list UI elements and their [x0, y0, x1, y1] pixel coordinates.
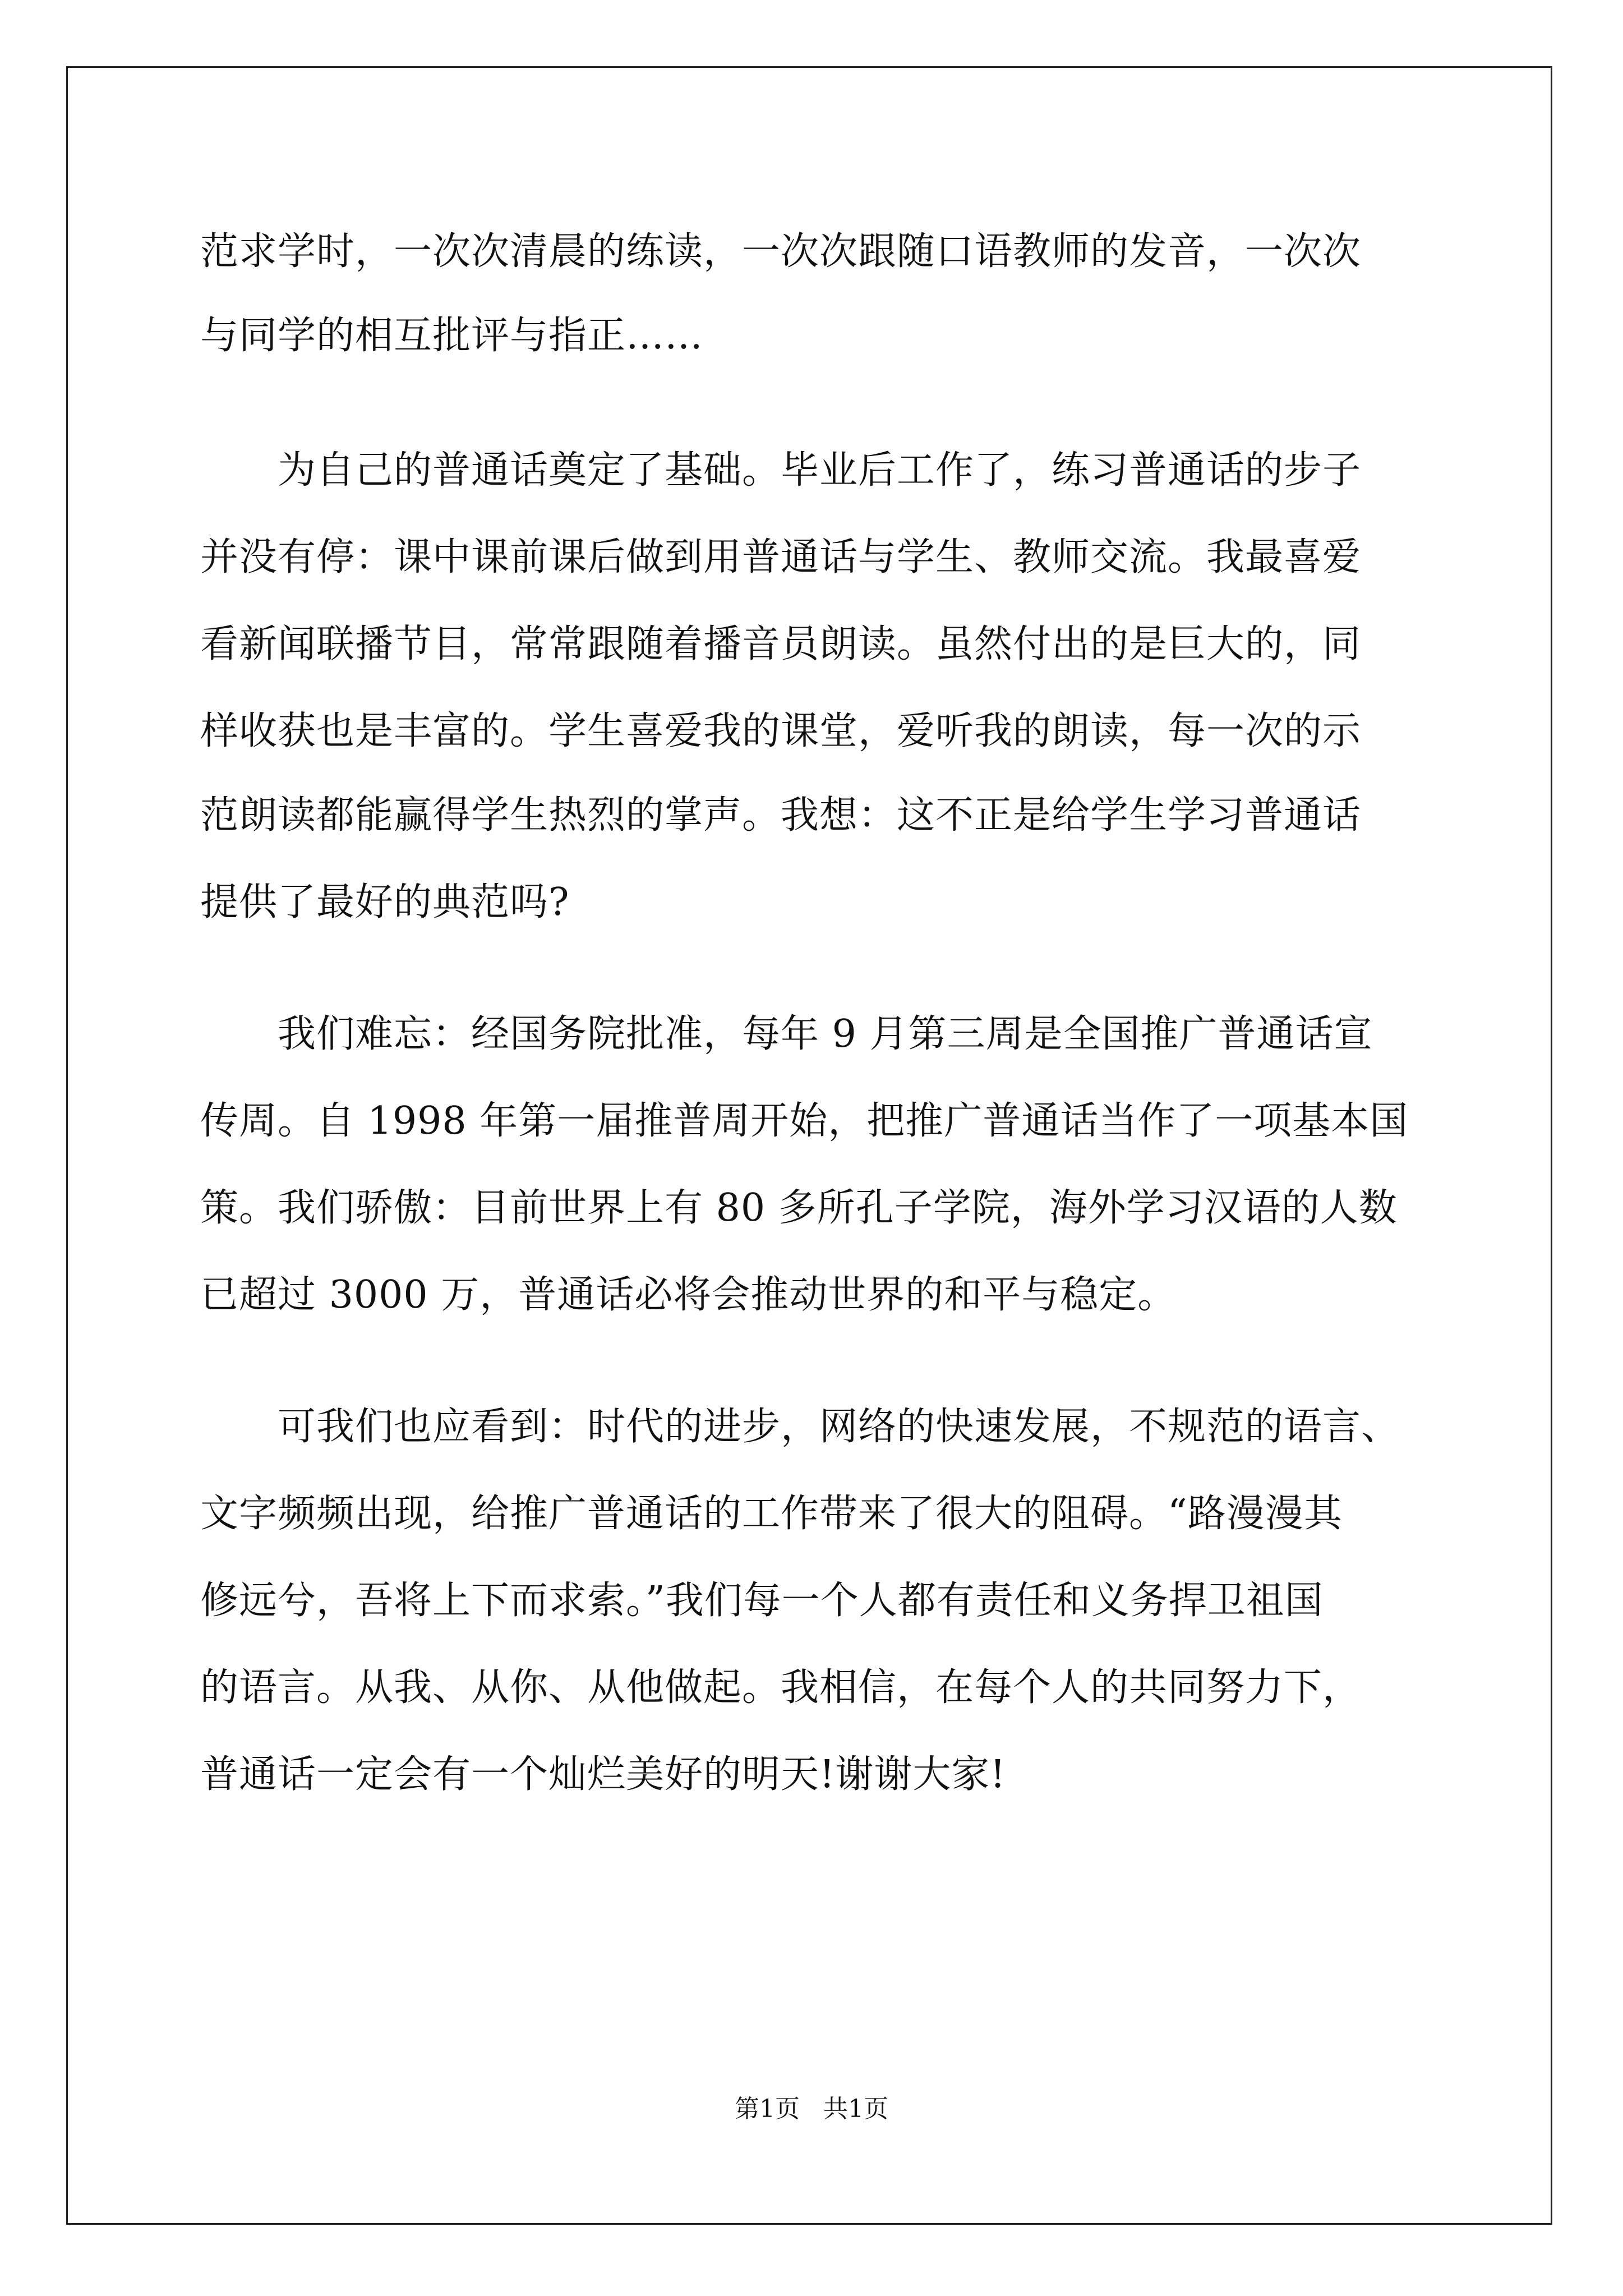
text-line: 并没有停：课中课前课后做到用普通话与学生、教师交流。我最喜爱 [200, 535, 1362, 579]
text-line: 与同学的相互批评与指正…… [200, 314, 704, 358]
text-line: 样收获也是丰富的。学生喜爱我的课堂，爱听我的朗读，每一次的示 [200, 709, 1362, 753]
page-number: 第1页 [735, 2095, 800, 2123]
page-total: 共1页 [823, 2095, 888, 2123]
paragraph-start-line: 可我们也应看到：时代的进步，网络的快速发展，不规范的语言、 [278, 1405, 1400, 1449]
text-line: 已超过 3000 万，普通话必将会推动世界的和平与稳定。 [200, 1273, 1177, 1317]
text-line: 提供了最好的典范吗? [200, 880, 570, 924]
page-border [66, 66, 1552, 2225]
page-footer [0, 2097, 1623, 2122]
text-line: 的语言。从我、从你、从他做起。我相信，在每个人的共同努力下， [200, 1665, 1362, 1710]
text-line: 看新闻联播节目，常常跟随着播音员朗读。虽然付出的是巨大的，同 [200, 622, 1362, 666]
text-line: 范求学时，一次次清晨的练读，一次次跟随口语教师的发音，一次次 [200, 229, 1362, 274]
text-line: 普通话一定会有一个灿烂美好的明天!谢谢大家! [200, 1752, 1006, 1797]
text-line: 策。我们骄傲：目前世界上有 80 多所孔子学院，海外学习汉语的人数 [200, 1186, 1398, 1230]
text-line: 范朗读都能赢得学生热烈的掌声。我想：这不正是给学生学习普通话 [200, 793, 1362, 838]
text-line: 修远兮，吾将上下而求索。”我们每一个人都有责任和义务捍卫祖国 [200, 1579, 1324, 1623]
text-line: 传周。自 1998 年第一届推普周开始，把推广普通话当作了一项基本国 [200, 1099, 1409, 1143]
paragraph-start-line: 为自己的普通话奠定了基础。毕业后工作了，练习普通话的步子 [278, 448, 1362, 493]
text-line: 文字频频出现，给推广普通话的工作带来了很大的阻碍。“路漫漫其 [200, 1492, 1343, 1536]
paragraph-start-line: 我们难忘：经国务院批准，每年 9 月第三周是全国推广普通话宣 [278, 1012, 1373, 1056]
